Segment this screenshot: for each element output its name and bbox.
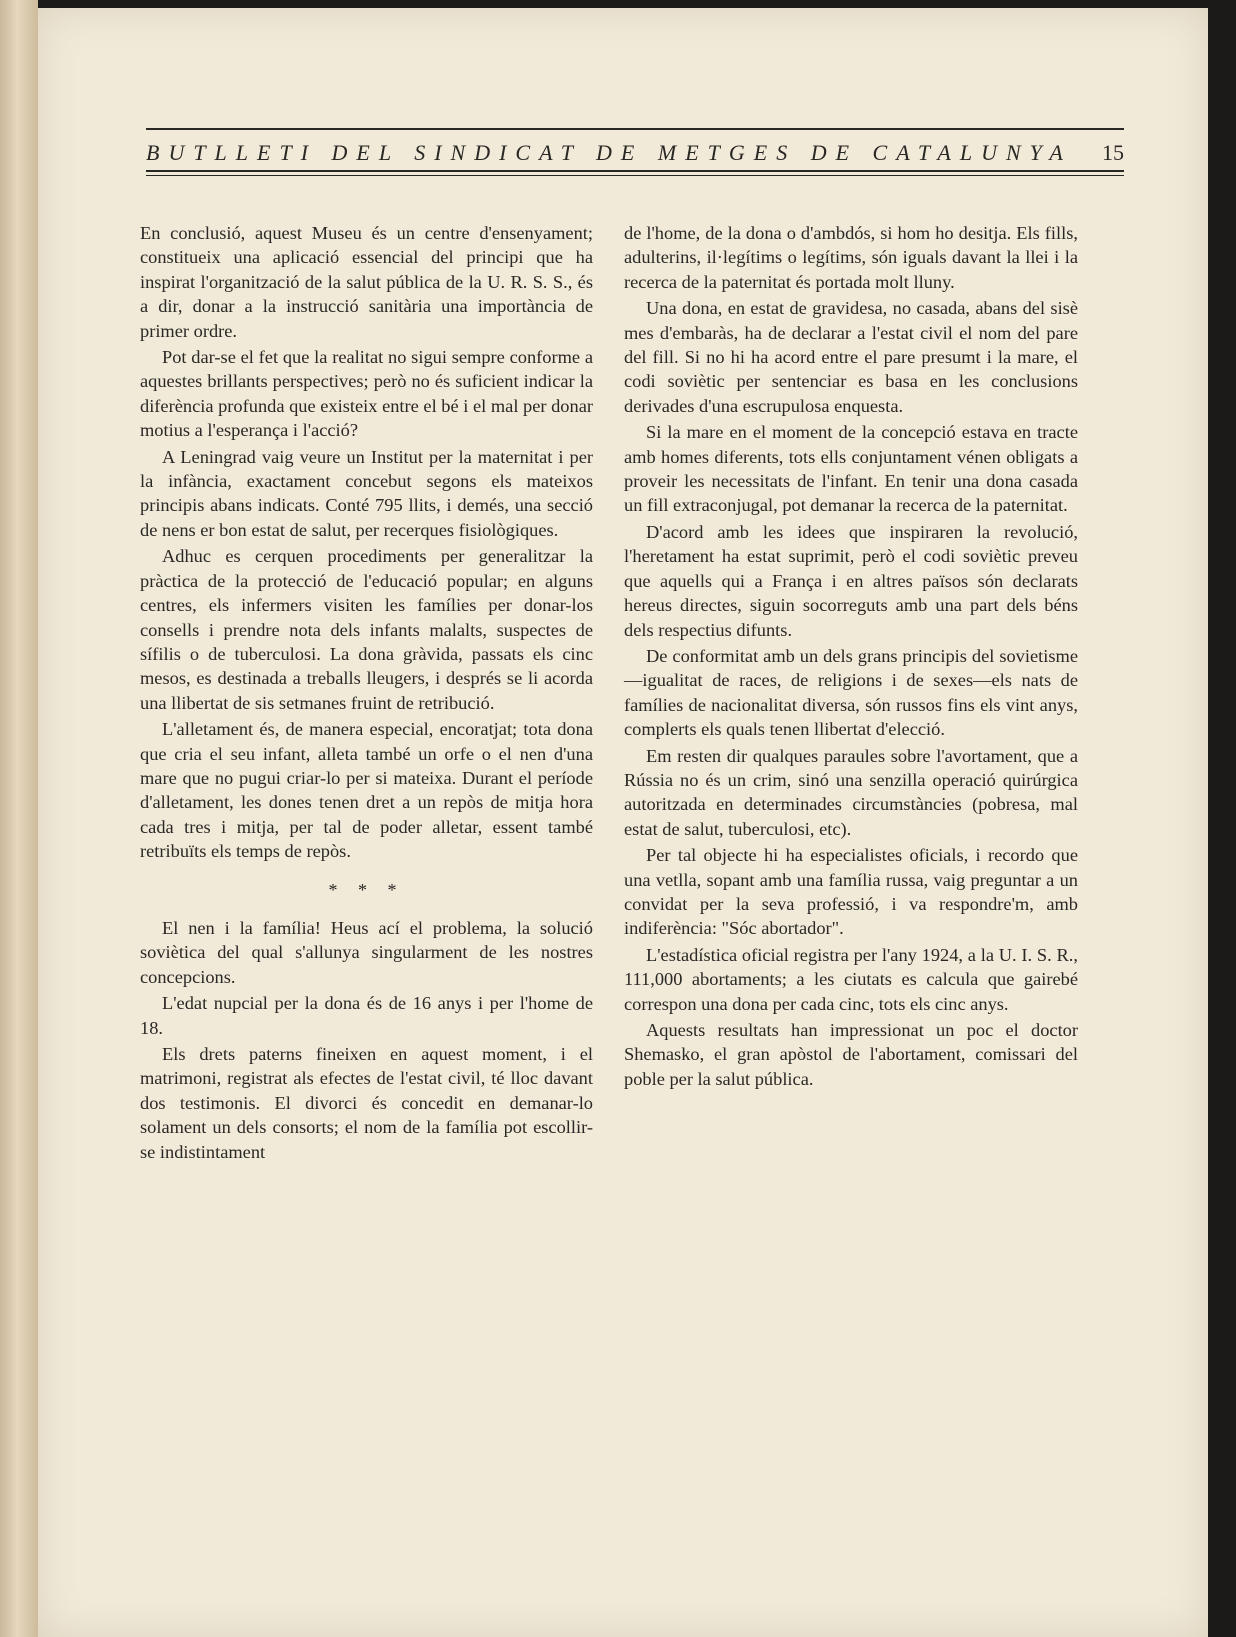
paragraph: En conclusió, aquest Museu és un centre d'ensenyament; constitueix una aplicació essencial del principi que ha inspirat l'organització de la salut pública de la U. R. S. S., és a dir, donar a la instrucció sanitària una importància de primer ordre. xyxy=(140,223,593,341)
paragraph: Per tal objecte hi ha especialistes oficials, i recordo que una vetlla, sopant amb una família russa, vaig preguntar a un convidat per la seva professió, i va respondre'm, amb indiferència: "Sóc abortador". xyxy=(624,845,1078,939)
journal-title: BUTLLETI DEL SINDICAT DE METGES DE CATALUNYA xyxy=(146,140,1072,165)
book-spine xyxy=(0,0,38,1637)
paragraph: El nen i la família! Heus ací el problema, la solució soviètica del qual s'allunya singularment de les nostres concepcions. xyxy=(140,917,593,987)
paragraph: L'edat nupcial per la dona és de 16 anys i per l'home de 18. xyxy=(140,993,593,1038)
section-separator: * * * xyxy=(328,879,405,900)
right-column xyxy=(624,221,1078,1093)
header-rule-bottom-thin xyxy=(146,175,1124,176)
paragraph: Aquests resultats han impressionat un poc el doctor Shemasko, el gran apòstol de l'abortament, comissari del poble per la salut pública. xyxy=(624,1020,1078,1089)
paragraph: L'estadística oficial registra per l'any 1924, a la U. I. S. R., 111,000 abortaments; a les ciutats es calcula que gairebé correspon una dona per cada cinc, tots els cinc anys. xyxy=(624,944,1078,1014)
paragraph: L'alletament és, de manera especial, encoratjat; tota dona que cria el seu infant, alleta també un orfe o el nen d'una mare que no pugui criar-lo per si mateixa. Durant el període d'alletament, les dones tenen dret a un repòs de mitja hora cada tres i mitja, per tal de poder alletar, essent també retribuïts els temps de repòs. xyxy=(140,719,593,862)
page-number: 15 xyxy=(1102,140,1124,165)
header-row xyxy=(146,130,1124,170)
paragraph: D'acord amb les idees que inspiraren la revolució, l'heretament ha estat suprimit, però el codi soviètic preveu que aquells qui a França i en altres països són declarats hereus directes, siguin socorreguts amb una part dels béns dels respectius difunts. xyxy=(624,521,1078,640)
document-page xyxy=(38,8,1208,1637)
paragraph: Si la mare en el moment de la concepció estava en tracte amb homes diferents, tots ells conjuntament vénen obligats a proveir les necessitats de l'infant. En tenir una dona casada un fill extraconjugal, pot demanar la recerca de la paternitat. xyxy=(624,422,1078,516)
paragraph: Pot dar-se el fet que la realitat no sigui sempre conforme a aquestes brillants perspectives; però no és suficient indicar la diferència profunda que existeix entre el bé i el mal per donar motius a l'esperança i l'acció? xyxy=(140,347,593,441)
paragraph: Els drets paterns fineixen en aquest moment, i el matrimoni, registrat als efectes de l'estat civil, té lloc davant dos testimonis. El divorci és concedit en demanar-lo solament un dels consorts; el nom de la família pot escollir-se indistintament xyxy=(140,1044,593,1162)
paragraph: Em resten dir qualques paraules sobre l'avortament, que a Rússia no és un crim, sinó una senzilla operació quirúrgica autoritzada en determinades circumstàncies (pobresa, mal estat de salut, tuberculosi, etc). xyxy=(624,745,1078,839)
running-header xyxy=(146,128,1124,176)
paragraph: Una dona, en estat de gravidesa, no casada, abans del sisè mes d'embaràs, ha de declarar a l'estat civil el nom del pare del fill. Si no hi ha acord entre el pare presumt i la mare, el codi soviètic per sentenciar es basa en les conclusions derivades d'una escrupulosa enquesta. xyxy=(624,298,1078,416)
paragraph: De conformitat amb un dels grans principis del sovietisme—igualitat de races, de religions i de sexes—els nats de famílies de nacionalitat diversa, són russos fins els vint anys, complerts els quals tenen llibertat d'elecció. xyxy=(624,645,1078,740)
paragraph: de l'home, de la dona o d'ambdós, si hom ho desitja. Els fills, adulterins, il·legítims o legítims, són iguals davant la llei i la recerca de la paternitat és portada molt lluny. xyxy=(624,223,1078,292)
left-column xyxy=(140,221,593,1166)
paragraph: A Leningrad vaig veure un Institut per la maternitat i per la infància, exactament concebut segons els mateixos principis abans indicats. Conté 795 llits, i demés, una secció de nens er bon estat de salut, per recerques fisiològiques. xyxy=(140,446,593,540)
paragraph: Adhuc es cerquen procediments per generalitzar la pràctica de la protecció de l'educació popular; en alguns centres, els infermers visiten les famílies per donar-los consells i prendre nota dels infants malalts, suspectes de sífilis o de tuberculosi. La dona gràvida, passats els cinc mesos, es destinada a treballs lleugers, i després se li acorda una llibertat de sis setmanes fruint de retribució. xyxy=(140,546,593,713)
